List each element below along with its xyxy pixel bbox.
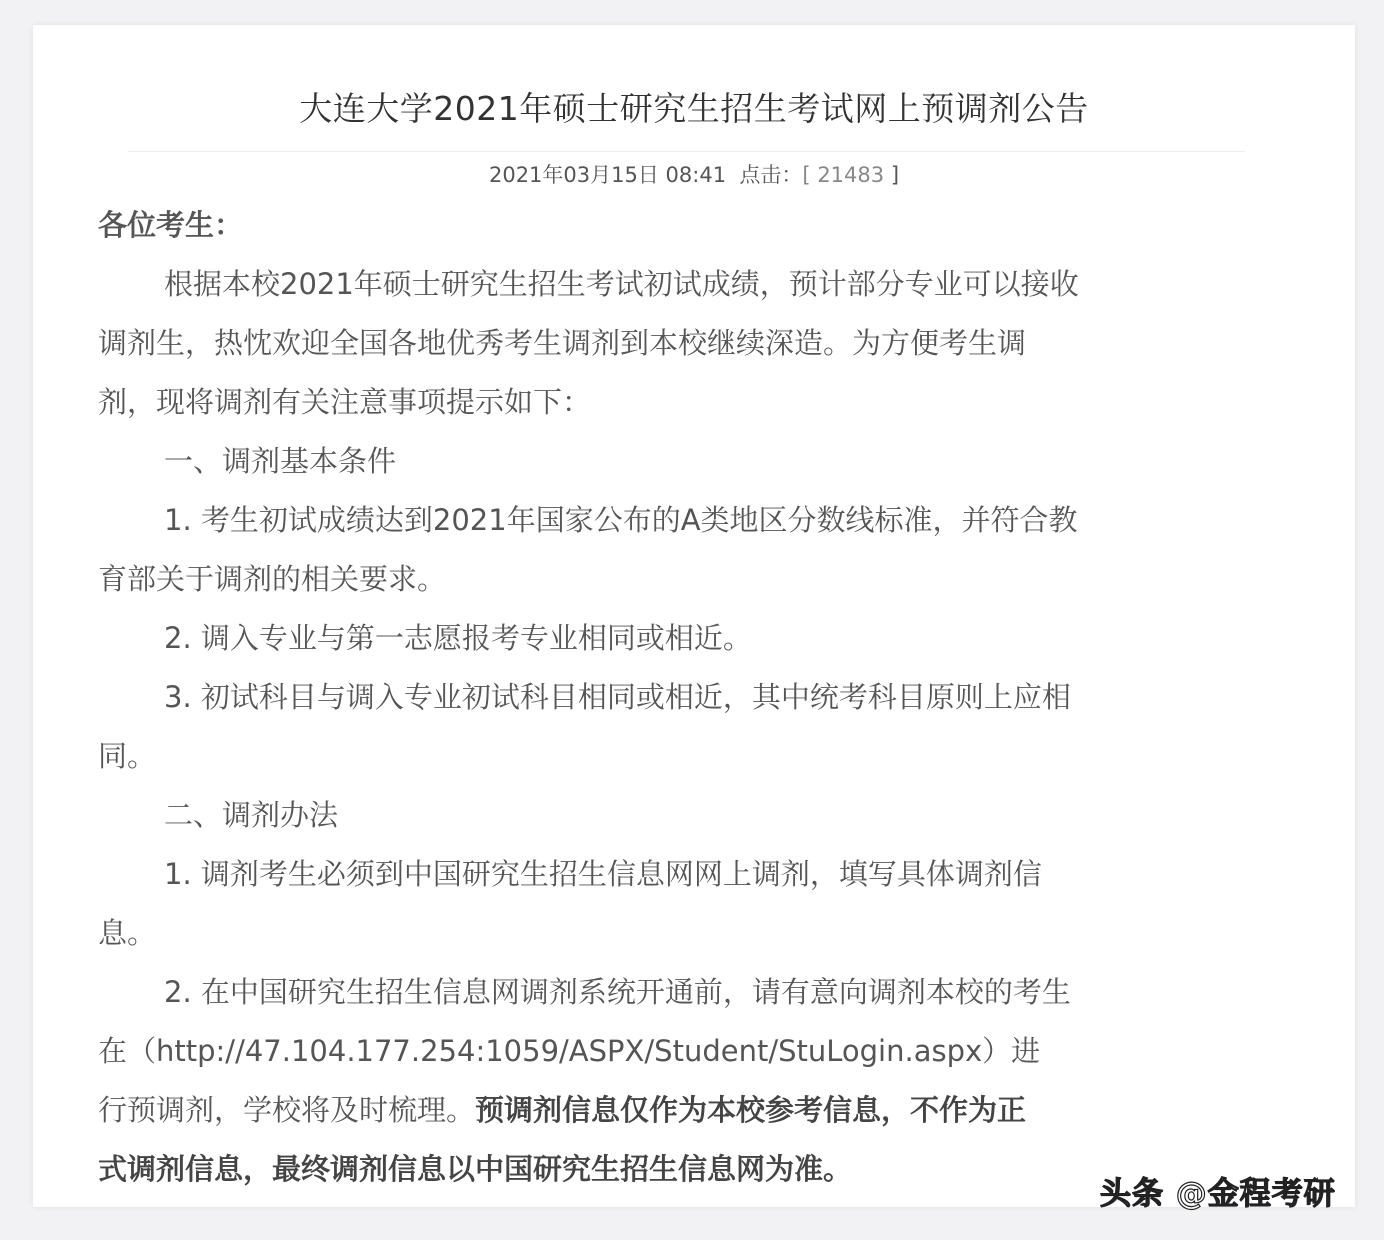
greeting: 各位考生： bbox=[98, 208, 244, 242]
bracket-close: ] bbox=[890, 163, 900, 187]
body-line: 一、调剂基本条件 bbox=[164, 444, 397, 478]
body-line bbox=[98, 1140, 1258, 1199]
body-line bbox=[98, 1081, 1258, 1140]
article-body bbox=[98, 196, 1258, 1199]
bracket-open: [ bbox=[802, 163, 811, 187]
watermark: 头条 @金程考研 bbox=[1100, 1176, 1336, 1212]
title-divider bbox=[128, 151, 1245, 152]
body-line: 1. 调剂考生必须到中国研究生招生信息网网上调剂，填写具体调剂信 bbox=[164, 857, 1042, 891]
body-line: 二、调剂办法 bbox=[164, 798, 339, 832]
body-line: 调剂生，热忱欢迎全国各地优秀考生调剂到本校继续深造。为方便考生调 bbox=[98, 326, 1027, 360]
publish-date: 2021年03月15日 08:41 bbox=[488, 163, 727, 187]
body-line: 剂，现将调剂有关注意事项提示如下： bbox=[98, 385, 592, 419]
body-text: 行预调剂，学校将及时梳理。 bbox=[98, 1093, 476, 1127]
body-line: 根据本校2021年硕士研究生招生考试初试成绩，预计部分专业可以接收 bbox=[164, 267, 1079, 301]
click-count: 21483 bbox=[817, 163, 885, 187]
body-line: 育部关于调剂的相关要求。 bbox=[98, 562, 447, 596]
body-line[interactable]: 在（http://47.104.177.254:1059/ASPX/Student/StuLogin.aspx）进 bbox=[98, 1034, 1041, 1068]
page-title: 大连大学2021年硕士研究生招生考试网上预调剂公告 bbox=[299, 89, 1089, 128]
body-line: 2. 在中国研究生招生信息网调剂系统开通前，请有意向调剂本校的考生 bbox=[164, 975, 1071, 1009]
clicks-label: 点击： bbox=[739, 163, 803, 187]
body-line: 息。 bbox=[98, 916, 157, 950]
body-line: 1. 考生初试成绩达到2021年国家公布的A类地区分数线标准，并符合教 bbox=[164, 503, 1078, 537]
body-line: 3. 初试科目与调入专业初试科目相同或相近，其中统考科目原则上应相 bbox=[164, 680, 1071, 714]
bold-notice: 预调剂信息仅作为本校参考信息，不作为正 bbox=[475, 1093, 1027, 1127]
body-line: 同。 bbox=[98, 739, 157, 773]
body-line: 2. 调入专业与第一志愿报考专业相同或相近。 bbox=[164, 621, 752, 655]
article-meta bbox=[33, 159, 1355, 189]
bold-notice: 式调剂信息，最终调剂信息以中国研究生招生信息网为准。 bbox=[98, 1152, 853, 1186]
